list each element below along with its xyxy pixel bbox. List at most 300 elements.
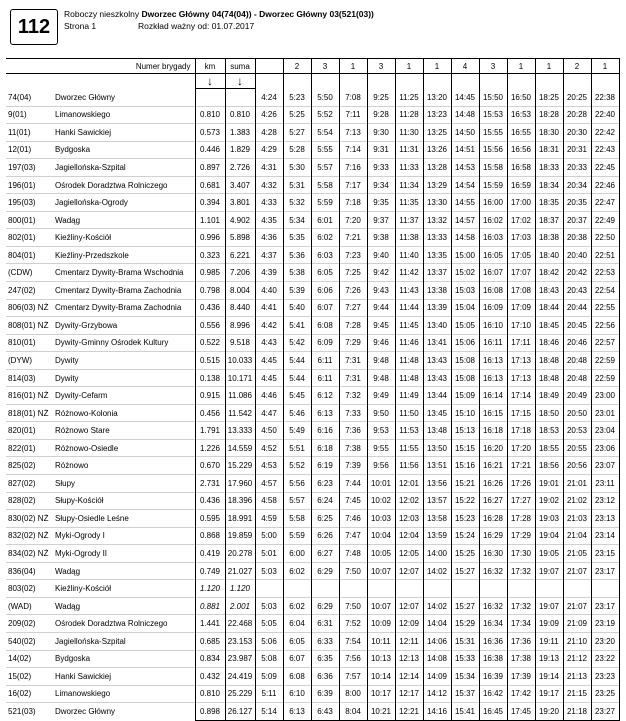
departure-time: 7:39 — [339, 457, 367, 475]
route-label: Dworzec Główny 04(74(04)) - Dworzec Główny 03(521(03)) — [141, 9, 374, 19]
sum-cell: 0.810 — [225, 106, 255, 124]
sum-cell: 14.559 — [225, 439, 255, 457]
sum-cell: 1.383 — [225, 124, 255, 142]
departure-time: 16:21 — [479, 457, 507, 475]
departure-time: 11:40 — [395, 246, 423, 264]
departure-time: 22:38 — [591, 89, 619, 107]
departure-time: 14:09 — [423, 668, 451, 686]
departure-time: 7:31 — [339, 369, 367, 387]
departure-time: 23:25 — [591, 685, 619, 703]
departure-time: 22:47 — [591, 194, 619, 212]
departure-time: 18:25 — [535, 89, 563, 107]
departure-time: 12:01 — [395, 475, 423, 493]
departure-time: 17:08 — [507, 282, 535, 300]
departure-time: 9:44 — [367, 299, 395, 317]
departure-time: 10:14 — [367, 668, 395, 686]
departure-time: 8:04 — [339, 703, 367, 721]
departure-time: 12:03 — [395, 510, 423, 528]
departure-time: 13:28 — [423, 159, 451, 177]
departure-time: 19:05 — [535, 545, 563, 563]
sum-cell: 25.229 — [225, 685, 255, 703]
km-cell: 1.226 — [195, 439, 225, 457]
departure-time: 7:57 — [339, 668, 367, 686]
stop-name: Cmentarz Dywity-Brama Zachodnia — [53, 282, 195, 300]
departure-time: 4:42 — [255, 317, 283, 335]
stop-name: Cmentarz Dywity-Brama Wschodnia — [53, 264, 195, 282]
departure-time: 9:42 — [367, 264, 395, 282]
departure-time: 5:06 — [255, 632, 283, 650]
departure-time: 13:43 — [423, 352, 451, 370]
stop-name: Bydgoska — [53, 650, 195, 668]
sum-header: suma — [225, 59, 255, 74]
brigade-cell: 3 — [367, 59, 395, 74]
departure-time: 6:36 — [311, 668, 339, 686]
stop-code: 808(01) NŻ — [6, 317, 53, 335]
departure-time — [311, 580, 339, 598]
stop-code: 806(03) NŻ — [6, 299, 53, 317]
departure-time: 4:47 — [255, 404, 283, 422]
departure-time: 5:57 — [283, 492, 311, 510]
departure-time: 11:34 — [395, 176, 423, 194]
stop-code: 12(01) — [6, 141, 53, 159]
departure-time: 17:27 — [507, 492, 535, 510]
table-row — [6, 615, 619, 633]
sum-cell: 10.171 — [225, 369, 255, 387]
stop-name: Kieźliny-Przedszkole — [53, 246, 195, 264]
sum-cell: 19.859 — [225, 527, 255, 545]
departure-time: 20:45 — [563, 317, 591, 335]
km-cell: 2.731 — [195, 475, 225, 493]
departure-time: 21:05 — [563, 545, 591, 563]
departure-time — [339, 580, 367, 598]
table-row — [6, 457, 619, 475]
km-cell: 0.868 — [195, 527, 225, 545]
departure-time: 21:04 — [563, 527, 591, 545]
brigade-cell: 2 — [563, 59, 591, 74]
departure-time: 14:08 — [423, 650, 451, 668]
stop-code: 209(02) — [6, 615, 53, 633]
km-cell: 0.573 — [195, 124, 225, 142]
departure-time: 17:30 — [507, 545, 535, 563]
departure-time: 7:32 — [339, 387, 367, 405]
departure-time: 17:29 — [507, 527, 535, 545]
departure-time: 9:31 — [367, 141, 395, 159]
departure-time: 23:20 — [591, 632, 619, 650]
departure-time: 6:11 — [311, 352, 339, 370]
sum-cell: 1.120 — [225, 580, 255, 598]
departure-time: 5:38 — [283, 264, 311, 282]
departure-time: 4:36 — [255, 229, 283, 247]
sum-cell: 7.206 — [225, 264, 255, 282]
departure-time: 20:50 — [563, 404, 591, 422]
sum-cell: 15.229 — [225, 457, 255, 475]
departure-time: 7:36 — [339, 422, 367, 440]
table-row — [6, 404, 619, 422]
departure-time: 7:13 — [339, 124, 367, 142]
departure-time: 5:03 — [255, 597, 283, 615]
departure-time: 17:02 — [507, 211, 535, 229]
departure-time: 6:13 — [311, 404, 339, 422]
sum-cell: 9.518 — [225, 334, 255, 352]
stop-code: 247(02) — [6, 282, 53, 300]
departure-time: 16:02 — [479, 211, 507, 229]
departure-time: 7:54 — [339, 632, 367, 650]
departure-time: 5:32 — [283, 194, 311, 212]
departure-time: 22:50 — [591, 229, 619, 247]
stop-code: (WAD) — [6, 597, 53, 615]
departure-time: 15:23 — [451, 510, 479, 528]
departure-time: 15:13 — [451, 422, 479, 440]
table-row — [6, 387, 619, 405]
departure-time: 5:28 — [283, 141, 311, 159]
departure-time: 9:49 — [367, 387, 395, 405]
departure-time: 15:53 — [479, 106, 507, 124]
departure-time: 20:48 — [563, 352, 591, 370]
stop-name: Ośrodek Doradztwa Rolniczego — [53, 615, 195, 633]
stop-code: 827(02) — [6, 475, 53, 493]
stop-code: 825(02) — [6, 457, 53, 475]
timetable-title — [64, 9, 374, 19]
stop-code: 195(03) — [6, 194, 53, 212]
stop-code: 197(03) — [6, 159, 53, 177]
departure-time — [591, 580, 619, 598]
departure-time: 23:04 — [591, 422, 619, 440]
table-row — [6, 299, 619, 317]
departure-time: 19:03 — [535, 510, 563, 528]
departure-time: 21:01 — [563, 475, 591, 493]
departure-time: 4:39 — [255, 264, 283, 282]
table-row — [6, 650, 619, 668]
departure-time: 7:33 — [339, 404, 367, 422]
departure-time: 17:13 — [507, 369, 535, 387]
departure-time: 9:28 — [367, 106, 395, 124]
km-cell: 0.810 — [195, 106, 225, 124]
departure-time: 23:22 — [591, 650, 619, 668]
departure-time: 11:42 — [395, 264, 423, 282]
stop-name: Dworzec Główny — [53, 703, 195, 721]
departure-time: 13:30 — [423, 194, 451, 212]
stop-code: 820(01) — [6, 422, 53, 440]
departure-time: 13:33 — [423, 229, 451, 247]
departure-time: 20:25 — [563, 89, 591, 107]
departure-time: 21:03 — [563, 510, 591, 528]
departure-time: 5:49 — [283, 422, 311, 440]
departure-time: 16:27 — [479, 492, 507, 510]
departure-time: 7:16 — [339, 159, 367, 177]
brigade-cell: 2 — [283, 59, 311, 74]
departure-time: 11:55 — [395, 439, 423, 457]
departure-time: 11:38 — [395, 229, 423, 247]
departure-time: 16:13 — [479, 369, 507, 387]
departure-time: 15:04 — [451, 299, 479, 317]
brigade-cell: 4 — [451, 59, 479, 74]
departure-time: 23:12 — [591, 492, 619, 510]
departure-time: 16:55 — [507, 124, 535, 142]
sum-cell: 24.419 — [225, 668, 255, 686]
departure-time: 6:19 — [311, 457, 339, 475]
departure-time: 15:08 — [451, 352, 479, 370]
arrow-down-icon: ↓ — [195, 74, 225, 89]
departure-time: 5:58 — [283, 510, 311, 528]
departure-time: 10:17 — [367, 685, 395, 703]
departure-time: 5:30 — [283, 159, 311, 177]
stop-code: 800(01) — [6, 211, 53, 229]
km-cell: 1.441 — [195, 615, 225, 633]
departure-time: 12:07 — [395, 562, 423, 580]
departure-time: 7:29 — [339, 334, 367, 352]
departure-time: 12:05 — [395, 545, 423, 563]
km-cell: 0.915 — [195, 387, 225, 405]
km-cell: 0.419 — [195, 545, 225, 563]
departure-time: 6:07 — [283, 650, 311, 668]
departure-time: 11:43 — [395, 282, 423, 300]
sum-cell: 8.996 — [225, 317, 255, 335]
departure-time: 6:18 — [311, 439, 339, 457]
departure-time: 20:35 — [563, 194, 591, 212]
departure-time: 21:15 — [563, 685, 591, 703]
stop-name: Dywity — [53, 369, 195, 387]
sum-cell: 17.960 — [225, 475, 255, 493]
departure-time: 17:42 — [507, 685, 535, 703]
departure-time: 10:13 — [367, 650, 395, 668]
departure-time: 5:09 — [255, 668, 283, 686]
stop-code: 803(02) — [6, 580, 53, 598]
departure-time: 11:49 — [395, 387, 423, 405]
departure-time: 15:02 — [451, 264, 479, 282]
departure-time: 23:27 — [591, 703, 619, 721]
departure-time: 5:11 — [255, 685, 283, 703]
departure-time: 7:48 — [339, 545, 367, 563]
stop-code: 822(01) — [6, 439, 53, 457]
table-row — [6, 229, 619, 247]
departure-time: 5:41 — [283, 317, 311, 335]
km-cell: 0.456 — [195, 404, 225, 422]
departure-time: 21:13 — [563, 668, 591, 686]
stop-code: 521(03) — [6, 703, 53, 721]
departure-time: 5:42 — [283, 334, 311, 352]
brigade-cell — [255, 59, 283, 74]
departure-time: 16:50 — [507, 89, 535, 107]
departure-time: 13:39 — [423, 299, 451, 317]
sum-cell — [225, 89, 255, 107]
departure-time: 23:07 — [591, 457, 619, 475]
departure-time: 16:20 — [479, 439, 507, 457]
departure-time: 18:31 — [535, 141, 563, 159]
departure-time: 13:38 — [423, 282, 451, 300]
stop-code: 802(01) — [6, 229, 53, 247]
departure-time: 5:56 — [283, 475, 311, 493]
table-row — [6, 159, 619, 177]
departure-time: 9:50 — [367, 404, 395, 422]
sum-cell: 2.726 — [225, 159, 255, 177]
departure-time: 9:35 — [367, 194, 395, 212]
km-cell: 0.810 — [195, 685, 225, 703]
departure-time: 16:10 — [479, 317, 507, 335]
departure-time: 15:50 — [479, 89, 507, 107]
departure-time: 16:39 — [479, 668, 507, 686]
departure-time: 6:04 — [283, 615, 311, 633]
departure-time: 6:33 — [311, 632, 339, 650]
departure-time: 14:02 — [423, 562, 451, 580]
departure-time: 15:33 — [451, 650, 479, 668]
sum-cell: 6.221 — [225, 246, 255, 264]
departure-time: 15:27 — [451, 562, 479, 580]
departure-time: 19:14 — [535, 668, 563, 686]
departure-time: 7:27 — [339, 299, 367, 317]
departure-time: 13:48 — [423, 422, 451, 440]
departure-time: 19:17 — [535, 685, 563, 703]
stop-name: Dywity-Cefarm — [53, 387, 195, 405]
departure-time: 7:45 — [339, 492, 367, 510]
sum-cell: 8.440 — [225, 299, 255, 317]
departure-time: 12:04 — [395, 527, 423, 545]
departure-time: 7:14 — [339, 141, 367, 159]
departure-time: 18:48 — [535, 352, 563, 370]
departure-time: 11:35 — [395, 194, 423, 212]
departure-time: 5:44 — [283, 352, 311, 370]
km-header: km — [195, 59, 225, 74]
departure-time: 17:14 — [507, 387, 535, 405]
sum-cell: 10.033 — [225, 352, 255, 370]
km-cell: 0.436 — [195, 492, 225, 510]
departure-time: 7:38 — [339, 439, 367, 457]
stop-code: 74(04) — [8, 92, 32, 102]
departure-time: 13:51 — [423, 457, 451, 475]
departure-time: 13:20 — [423, 89, 451, 107]
km-cell — [195, 89, 225, 107]
departure-time: 7:50 — [339, 562, 367, 580]
departure-time: 10:02 — [367, 492, 395, 510]
departure-time: 4:40 — [255, 282, 283, 300]
stop-name: Wadąg — [53, 597, 195, 615]
departure-time: 19:13 — [535, 650, 563, 668]
departure-time: 5:25 — [283, 106, 311, 124]
departure-time: 13:37 — [423, 264, 451, 282]
departure-time: 9:33 — [367, 159, 395, 177]
departure-time: 16:28 — [479, 510, 507, 528]
departure-time: 5:27 — [283, 124, 311, 142]
departure-time: 13:41 — [423, 334, 451, 352]
table-row — [6, 492, 619, 510]
sum-cell: 22.468 — [225, 615, 255, 633]
departure-time: 23:14 — [591, 527, 619, 545]
departure-time: 6:02 — [283, 597, 311, 615]
departure-time: 14:55 — [451, 194, 479, 212]
departure-time: 5:51 — [283, 439, 311, 457]
departure-time: 15:03 — [451, 282, 479, 300]
departure-time: 13:44 — [423, 387, 451, 405]
departure-time: 4:29 — [255, 141, 283, 159]
departure-time: 7:44 — [339, 475, 367, 493]
table-row — [6, 527, 619, 545]
departure-time: 5:58 — [311, 176, 339, 194]
departure-time: 22:40 — [591, 106, 619, 124]
departure-time: 16:32 — [479, 597, 507, 615]
table-row — [6, 317, 619, 335]
departure-time: 7:25 — [339, 264, 367, 282]
departure-time: 23:15 — [591, 545, 619, 563]
brigade-cell: 1 — [591, 59, 619, 74]
departure-time: 7:47 — [339, 527, 367, 545]
departure-time: 21:18 — [563, 703, 591, 721]
departure-time: 11:48 — [395, 352, 423, 370]
stop-code: 14(02) — [6, 650, 53, 668]
departure-time: 13:25 — [423, 124, 451, 142]
departure-time: 20:46 — [563, 334, 591, 352]
departure-time: 17:00 — [507, 194, 535, 212]
departure-time: 7:21 — [339, 229, 367, 247]
departure-time: 10:07 — [367, 562, 395, 580]
departure-time: 7:17 — [339, 176, 367, 194]
departure-time: 10:05 — [367, 545, 395, 563]
departure-time: 6:08 — [283, 668, 311, 686]
table-row — [6, 597, 619, 615]
departure-time: 13:26 — [423, 141, 451, 159]
departure-time: 6:02 — [311, 229, 339, 247]
departure-time: 9:48 — [367, 352, 395, 370]
departure-time: 16:29 — [479, 527, 507, 545]
departure-time: 5:55 — [311, 141, 339, 159]
stop-name: Dworzec Główny — [55, 92, 116, 102]
departure-time: 16:11 — [479, 334, 507, 352]
departure-time: 4:26 — [255, 106, 283, 124]
departure-time: 20:43 — [563, 282, 591, 300]
departure-time: 5:01 — [255, 545, 283, 563]
departure-time: 9:40 — [367, 246, 395, 264]
departure-time: 15:05 — [451, 317, 479, 335]
departure-time: 6:12 — [311, 387, 339, 405]
departure-time: 5:52 — [311, 106, 339, 124]
departure-time: 6:11 — [311, 369, 339, 387]
stop-name: Różnowo-Kolonia — [53, 404, 195, 422]
departure-time: 16:32 — [479, 562, 507, 580]
line-number-box — [10, 9, 58, 45]
departure-time: 10:01 — [367, 475, 395, 493]
sum-cell: 2.001 — [225, 597, 255, 615]
stop-name: Hanki Sawickiej — [53, 124, 195, 142]
table-row — [6, 545, 619, 563]
departure-time: 4:37 — [255, 246, 283, 264]
departure-time: 9:43 — [367, 282, 395, 300]
km-cell: 0.394 — [195, 194, 225, 212]
stop-code: 814(03) — [6, 369, 53, 387]
departure-time: 18:30 — [535, 124, 563, 142]
departure-time: 16:13 — [479, 352, 507, 370]
departure-time: 15:10 — [451, 404, 479, 422]
departure-time: 6:27 — [311, 545, 339, 563]
departure-time: 15:24 — [451, 527, 479, 545]
sum-cell: 18.991 — [225, 510, 255, 528]
km-cell: 0.556 — [195, 317, 225, 335]
stop-name: Dywity — [53, 352, 195, 370]
departure-time: 7:26 — [339, 282, 367, 300]
km-cell: 0.834 — [195, 650, 225, 668]
stop-code: (CDW) — [6, 264, 53, 282]
departure-time: 19:02 — [535, 492, 563, 510]
departure-time: 21:02 — [563, 492, 591, 510]
departure-time: 17:34 — [507, 615, 535, 633]
km-cell: 0.432 — [195, 668, 225, 686]
departure-time: 22:53 — [591, 264, 619, 282]
departure-time: 11:46 — [395, 334, 423, 352]
table-row — [6, 369, 619, 387]
departure-time: 7:18 — [339, 194, 367, 212]
departure-time: 6:05 — [283, 632, 311, 650]
departure-time: 23:06 — [591, 439, 619, 457]
sum-cell: 3.407 — [225, 176, 255, 194]
departure-time: 20:31 — [563, 141, 591, 159]
departure-time: 10:09 — [367, 615, 395, 633]
